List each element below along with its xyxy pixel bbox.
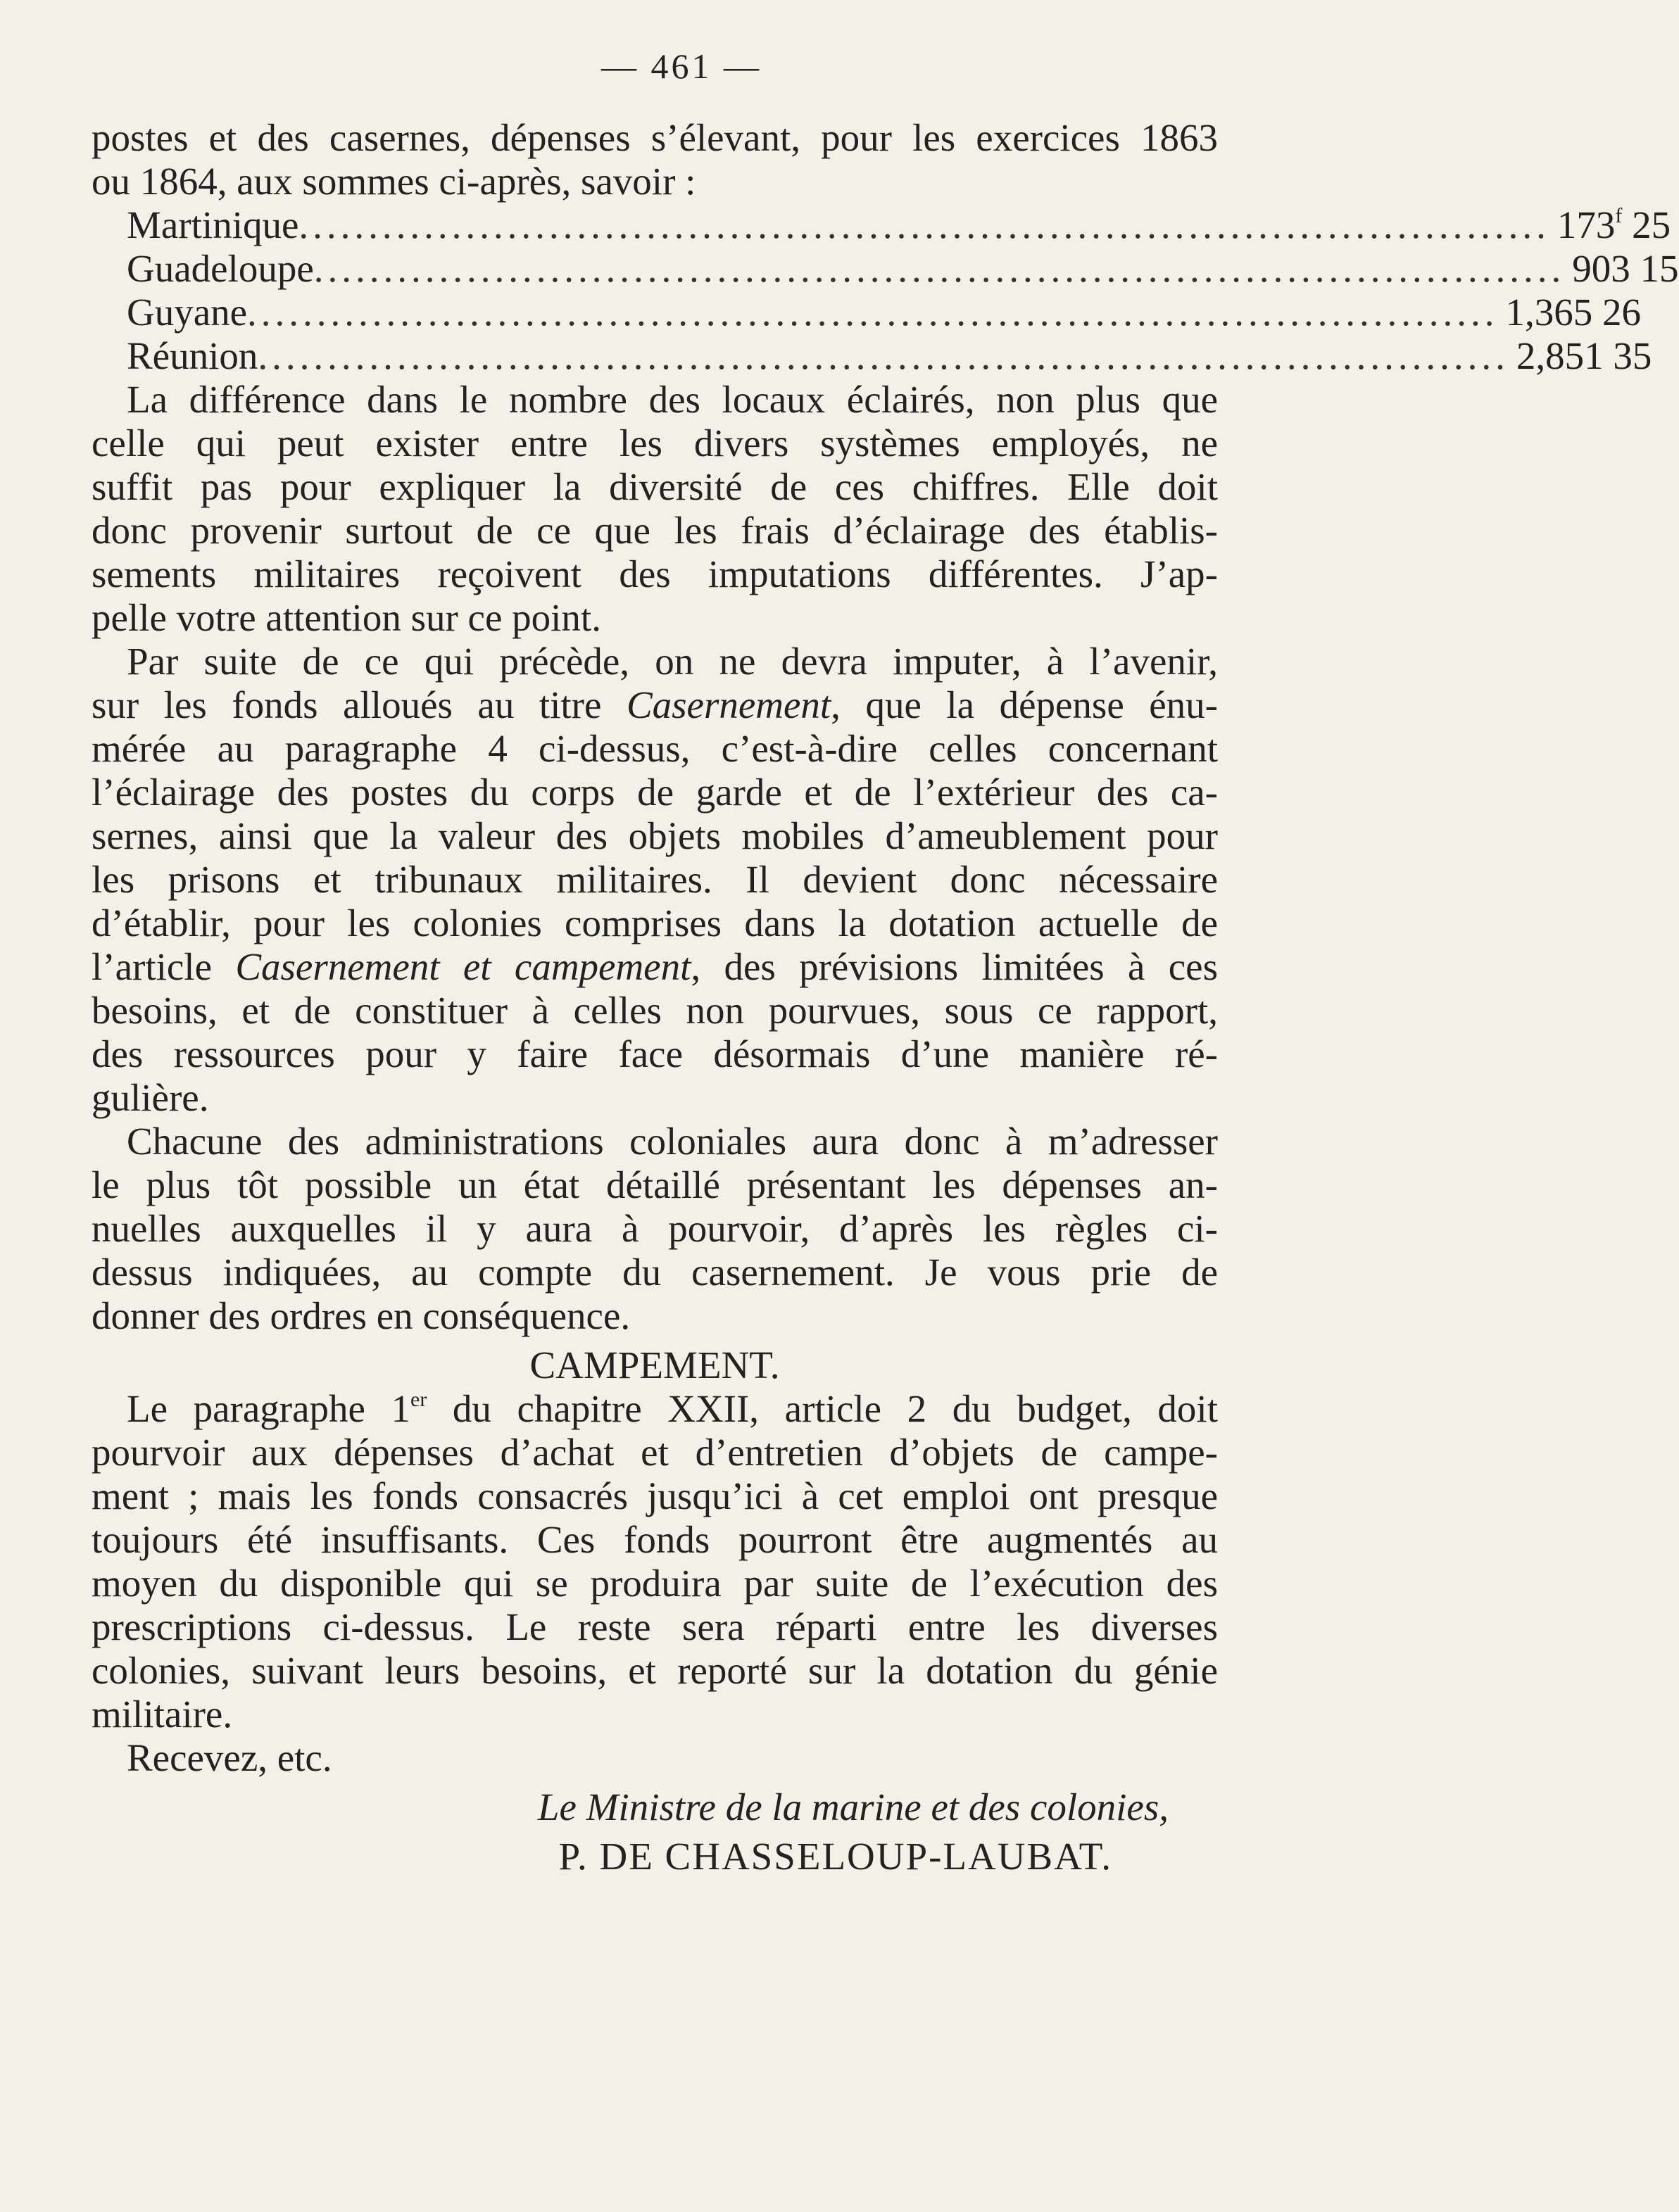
text-line: des ressources pour y faire face désormais d’une manière ré- [92, 1032, 1218, 1075]
text-line: ment ; mais les fonds consacrés jusqu’ici à cet emploi ont presque [92, 1474, 1218, 1517]
amount-value: 903 15 [1572, 247, 1679, 290]
text-line: La différence dans le nombre des locaux éclairés, non plus que [127, 378, 1218, 421]
text-line: nuelles auxquelles il y aura à pourvoir, d’après les règles ci- [92, 1207, 1218, 1250]
amount-row-martinique [92, 203, 1671, 247]
colony-name: Martinique [127, 203, 299, 246]
leader-dots: .......................................................................................... [298, 203, 1550, 246]
text-line: pelle votre attention sur ce point. [92, 596, 601, 639]
text-line: ou 1864, aux sommes ci-après, savoir : [92, 160, 696, 203]
text-line: celle qui peut exister entre les divers systèmes employés, ne [92, 422, 1218, 464]
leader-dots: .......................................................................................... [247, 291, 1499, 334]
text-line: donner des ordres en conséquence. [92, 1294, 631, 1337]
text-line: d’établir, pour les colonies comprises dans la dotation actuelle de [92, 902, 1218, 944]
amount-row-guadeloupe [92, 247, 1679, 291]
amount-row-reunion [92, 334, 1652, 378]
text-line: mérée au paragraphe 4 ci-dessus, c’est-à-dire celles concernant [92, 727, 1218, 770]
leader-dots: .......................................................................................... [313, 247, 1566, 290]
text-line: sernes, ainsi que la valeur des objets mobiles d’ameublement pour [92, 814, 1218, 857]
text-line: le plus tôt possible un état détaillé présentant les dépenses an- [92, 1163, 1218, 1206]
leader-dots: .......................................................................................... [258, 334, 1509, 377]
amount-value: 173$^f$ 25 [1557, 203, 1671, 246]
page-number: — 461 — [601, 46, 762, 86]
signature-title: Le Ministre de la marine et des colonies, [537, 1786, 1169, 1828]
text-line: sur les fonds alloués au titre Casernement, que la dépense énu- [92, 683, 1218, 726]
text-line: colonies, suivant leurs besoins, et reporté sur la dotation du génie [92, 1649, 1218, 1692]
text-line: besoins, et de constituer à celles non pourvues, sous ce rapport, [92, 989, 1218, 1032]
section-heading: CAMPEMENT. [529, 1344, 780, 1386]
text-line: donc provenir surtout de ce que les frais d’éclairage des établis- [92, 509, 1218, 552]
colony-name: Guadeloupe [127, 247, 314, 290]
amount-value: 1,365 26 [1505, 291, 1642, 334]
text-line: Chacune des administrations coloniales aura donc à m’adresser [127, 1120, 1218, 1163]
text-line: Le paragraphe 1er du chapitre XXII, article 2 du budget, doit [127, 1387, 1218, 1430]
text-line: dessus indiquées, au compte du casernement. Je vous prie de [92, 1251, 1218, 1294]
text-line: suffit pas pour expliquer la diversité de ces chiffres. Elle doit [92, 465, 1218, 508]
text-line: sements militaires reçoivent des imputations différentes. J’ap- [92, 552, 1218, 595]
body-text [92, 116, 1679, 1878]
text-line: gulière. [92, 1076, 209, 1119]
text-line: l’éclairage des postes du corps de garde et de l’extérieur des ca- [92, 771, 1218, 814]
amount-value: 2,851 35 [1516, 334, 1652, 377]
amount-row-guyane [92, 291, 1642, 334]
text-line: postes et des casernes, dépenses s’élevant, pour les exercices 1863 [92, 116, 1218, 159]
colony-name: Réunion [127, 334, 258, 377]
text-line: Par suite de ce qui précède, on ne devra imputer, à l’avenir, [127, 640, 1218, 683]
text-line: pourvoir aux dépenses d’achat et d’entretien d’objets de campe- [92, 1431, 1218, 1474]
text-line: l’article Casernement et campement, des prévisions limitées à ces [92, 945, 1218, 988]
text-line: prescriptions ci-dessus. Le reste sera réparti entre les diverses [92, 1605, 1218, 1648]
colony-name: Guyane [127, 291, 248, 334]
text-line: les prisons et tribunaux militaires. Il devient donc nécessaire [92, 858, 1218, 901]
signature-name: P. DE CHASSELOUP-LAUBAT. [558, 1835, 1112, 1878]
text-line: moyen du disponible qui se produira par suite de l’exécution des [92, 1562, 1218, 1605]
closing-line: Recevez, etc. [127, 1736, 332, 1779]
text-line: militaire. [92, 1693, 233, 1736]
text-line: toujours été insuffisants. Ces fonds pourront être augmentés au [92, 1518, 1218, 1561]
